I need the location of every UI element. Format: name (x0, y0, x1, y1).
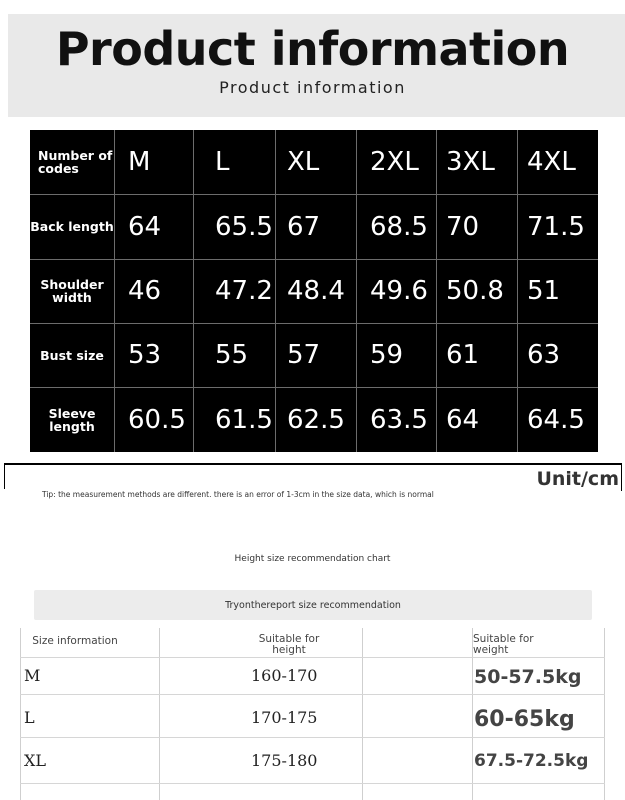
size-value: 63 (527, 340, 561, 370)
size-chart-table (30, 130, 598, 452)
divider-tick-left (4, 463, 5, 489)
corner-header: Number of codes (38, 148, 113, 176)
size-value: 62.5 (287, 404, 345, 435)
measurement-tip: Tip: the measurement methods are different. there is an error of 1-3cm in the size data, which is normal (42, 490, 434, 499)
size-value: 70 (446, 211, 480, 242)
size-value: 48.4 (287, 276, 345, 306)
rec-height-value: 170-175 (251, 708, 318, 727)
size-value: 51 (527, 276, 561, 306)
size-value: 63.5 (370, 404, 428, 435)
rec-weight-value: 60-65kg (474, 707, 575, 732)
rec-grid-line-horizontal (20, 694, 605, 695)
size-value: 60.5 (128, 404, 186, 435)
row-header: Shoulder width (40, 277, 104, 305)
size-header-xl: XL (287, 147, 320, 177)
rec-height-value: 160-170 (251, 666, 318, 685)
rec-grid-line-vertical (362, 628, 363, 800)
rec-weight-value: 50-57.5kg (474, 666, 582, 688)
rec-grid-line-vertical (20, 628, 21, 800)
size-value: 46 (128, 276, 162, 306)
unit-label: Unit/cm (536, 468, 619, 490)
size-header-m: M (128, 147, 151, 177)
size-value: 61.5 (215, 404, 273, 435)
size-value: 64.5 (527, 404, 585, 435)
rec-header-height: Suitable for height (258, 633, 320, 656)
size-value: 61 (446, 340, 480, 370)
size-value: 55 (215, 340, 249, 370)
size-value: 67 (287, 211, 321, 242)
rec-grid-line-horizontal (20, 737, 605, 738)
row-header: Bust size (40, 347, 104, 363)
size-value: 50.8 (446, 276, 504, 306)
size-value: 57 (287, 340, 321, 370)
row-header: Back length (30, 219, 114, 234)
rec-grid-line-horizontal (20, 783, 605, 784)
recommendation-table (20, 628, 605, 800)
page-title: Product information (55, 22, 570, 76)
size-value: 59 (370, 340, 404, 370)
recommendation-band-label: Tryonthereport size recommendation (225, 600, 401, 611)
size-value: 49.6 (370, 276, 428, 306)
page-subtitle: Product information (219, 78, 406, 97)
size-value: 64 (446, 404, 480, 435)
divider-line (4, 463, 622, 465)
size-header-l: L (215, 147, 230, 177)
rec-grid-line-horizontal (20, 657, 605, 658)
size-value: 71.5 (527, 211, 585, 242)
size-value: 47.2 (215, 276, 273, 306)
rec-height-value: 175-180 (251, 751, 318, 770)
rec-size-value: M (24, 666, 41, 685)
rec-size-value: XL (24, 751, 47, 770)
size-value: 65.5 (215, 211, 273, 242)
size-header-4xl: 4XL (527, 147, 576, 177)
rec-grid-line-vertical (604, 628, 605, 800)
rec-weight-value: 67.5-72.5kg (474, 751, 589, 771)
row-header: Sleeve length (48, 405, 96, 434)
size-value: 68.5 (370, 211, 428, 242)
rec-header-weight: Suitable for weight (473, 633, 534, 656)
recommendation-chart-title: Height size recommendation chart (234, 554, 391, 564)
size-value: 64 (128, 211, 162, 242)
size-value: 53 (128, 340, 162, 370)
size-header-2xl: 2XL (370, 147, 419, 177)
rec-size-value: L (24, 708, 35, 727)
rec-header-size: Size information (32, 635, 118, 647)
rec-grid-line-vertical (159, 628, 160, 800)
divider-tick-right (621, 463, 622, 491)
size-header-3xl: 3XL (446, 147, 495, 177)
